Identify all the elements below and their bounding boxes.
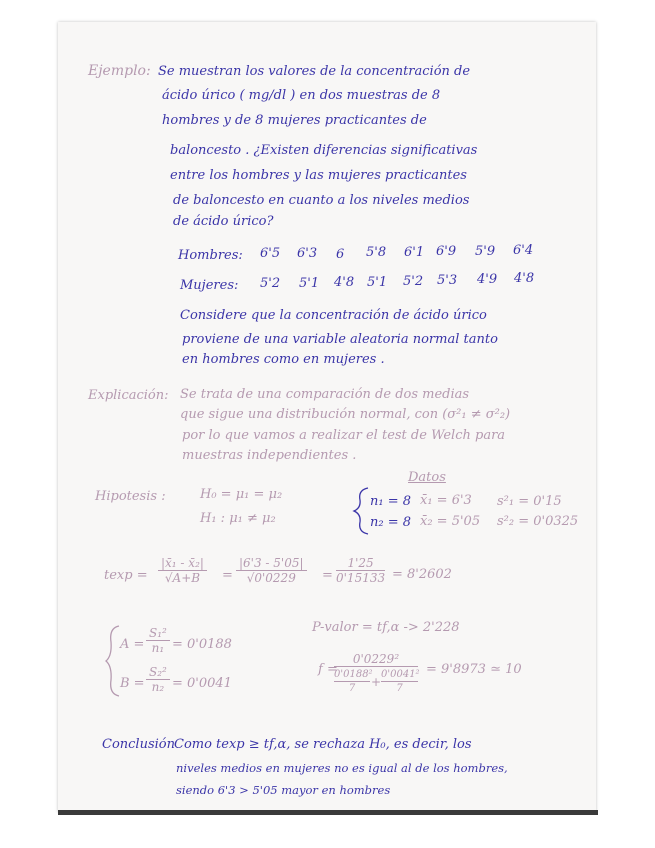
fraction-numerator: |x̄₁ - x̄₂| bbox=[158, 556, 207, 571]
fraction-numerator: S₁² bbox=[146, 626, 170, 641]
f-label: f = bbox=[318, 662, 338, 677]
hombres-value: 6'4 bbox=[513, 243, 534, 258]
conclusion-line-3: siendo 6'3 > 5'05 mayor en hombres bbox=[176, 783, 391, 797]
mujeres-value: 4'9 bbox=[477, 272, 498, 287]
datos-x2: x̄₂ = 5'05 bbox=[420, 514, 481, 529]
hombres-value: 5'9 bbox=[475, 244, 496, 259]
mujeres-value: 5'1 bbox=[299, 276, 320, 291]
fraction-numerator: 1'25 bbox=[336, 556, 385, 571]
hombres-label: Hombres: bbox=[178, 248, 243, 263]
page-shadow-edge bbox=[58, 810, 598, 815]
fraction-denominator: n₁ bbox=[151, 641, 165, 655]
hombres-value: 6'5 bbox=[260, 246, 281, 261]
subfraction-b-den: 7 bbox=[396, 683, 403, 694]
p-valor: P-valor = tf,α -> 2'228 bbox=[312, 620, 460, 635]
datos-x1: x̄₁ = 6'3 bbox=[420, 493, 472, 508]
datos-title: Datos bbox=[408, 470, 446, 485]
considere-line-2: proviene de una variable aleatoria normal tanto bbox=[182, 332, 498, 347]
mujeres-label: Mujeres: bbox=[180, 278, 239, 293]
fraction-denominator: √0'0229 bbox=[246, 571, 296, 585]
a-value: = 0'0188 bbox=[172, 637, 232, 652]
hombres-value: 6'3 bbox=[297, 246, 318, 261]
fraction-denominator: √A+B bbox=[164, 571, 201, 585]
h0-hypothesis: H₀ = μ₁ = μ₂ bbox=[200, 487, 283, 502]
hombres-value: 6'1 bbox=[404, 245, 425, 260]
hombres-value: 5'8 bbox=[366, 245, 387, 260]
plus-sign: + bbox=[371, 675, 382, 689]
b-fraction bbox=[146, 665, 170, 694]
fraction-denominator: 0'15133 bbox=[336, 571, 386, 585]
h1-hypothesis: H₁ : μ₁ ≠ μ₂ bbox=[200, 511, 276, 526]
a-label: A = bbox=[120, 637, 145, 652]
conclusion-label: Conclusión bbox=[102, 737, 175, 752]
hipotesis-label: Hipotesis : bbox=[95, 489, 166, 504]
mujeres-value: 5'3 bbox=[437, 273, 458, 288]
conclusion-line-2: niveles medios en mujeres no es igual al de los hombres, bbox=[176, 761, 508, 775]
ejemplo-line-1: Se muestran los valores de la concentración de bbox=[158, 64, 471, 79]
ejemplo-line-7: de ácido úrico? bbox=[173, 214, 274, 229]
subfraction-b: 0'0041² bbox=[381, 669, 420, 680]
explicacion-line-2: que sigue una distribución normal, con (σ²₁ ≠ σ²₂) bbox=[180, 407, 511, 422]
explicacion-line-3: por lo que vamos a realizar el test de Welch para bbox=[182, 428, 506, 443]
equals-sign: = bbox=[322, 568, 333, 583]
texp-result: = 8'2602 bbox=[392, 567, 452, 582]
fraction-numerator: |6'3 - 5'05| bbox=[236, 556, 307, 571]
fraction-denominator: n₂ bbox=[151, 680, 165, 694]
texp-label: texp = bbox=[104, 568, 148, 583]
hombres-value: 6 bbox=[336, 247, 345, 262]
texp-formula-fraction bbox=[158, 556, 207, 585]
explicacion-line-4: muestras independientes . bbox=[182, 448, 357, 463]
b-value: = 0'0041 bbox=[172, 676, 232, 691]
considere-line-3: en hombres como en mujeres . bbox=[182, 352, 385, 367]
fraction-numerator: S₂² bbox=[146, 665, 170, 680]
ejemplo-line-3: hombres y de 8 mujeres practicantes de bbox=[162, 113, 427, 128]
ejemplo-line-2: ácido úrico ( mg/dl ) en dos muestras de 8 bbox=[162, 88, 441, 103]
f-result: = 9'8973 ≃ 10 bbox=[426, 662, 522, 677]
mujeres-value: 5'1 bbox=[367, 275, 388, 290]
explicacion-label: Explicación: bbox=[88, 388, 169, 403]
ejemplo-line-6: de baloncesto en cuanto a los niveles medios bbox=[173, 193, 470, 208]
mujeres-value: 4'8 bbox=[334, 275, 355, 290]
f-fraction bbox=[334, 652, 418, 701]
mujeres-value: 5'2 bbox=[403, 274, 424, 289]
explicacion-line-1: Se trata de una comparación de dos medias bbox=[180, 387, 470, 402]
ejemplo-line-4: baloncesto . ¿Existen diferencias significativas bbox=[170, 143, 478, 158]
mujeres-value: 4'8 bbox=[514, 271, 535, 286]
a-fraction bbox=[146, 626, 170, 655]
equals-sign: = bbox=[222, 568, 233, 583]
fraction-numerator: 0'0229² bbox=[334, 652, 418, 667]
b-label: B = bbox=[120, 676, 145, 691]
subfraction-a: 0'0188² bbox=[334, 669, 373, 680]
fraction-denominator bbox=[334, 667, 418, 701]
considere-line-1: Considere que la concentración de ácido úrico bbox=[180, 308, 487, 323]
datos-n1: n₁ = 8 bbox=[370, 494, 412, 509]
subfraction-a-den: 7 bbox=[348, 683, 356, 694]
datos-n2: n₂ = 8 bbox=[370, 515, 412, 530]
texp-numeric-fraction bbox=[336, 556, 385, 585]
datos-s2: s²₂ = 0'0325 bbox=[497, 514, 579, 529]
ejemplo-label: Ejemplo: bbox=[88, 63, 151, 79]
ejemplo-line-5: entre los hombres y las mujeres practicantes bbox=[170, 168, 467, 183]
texp-substituted-fraction bbox=[236, 556, 307, 585]
conclusion-line-1: Como texp ≥ tf,α, se rechaza H₀, es decir, los bbox=[174, 737, 472, 752]
hombres-value: 6'9 bbox=[436, 244, 457, 259]
mujeres-value: 5'2 bbox=[260, 276, 281, 291]
datos-s1: s²₁ = 0'15 bbox=[497, 494, 562, 509]
datos-brace bbox=[352, 486, 372, 536]
